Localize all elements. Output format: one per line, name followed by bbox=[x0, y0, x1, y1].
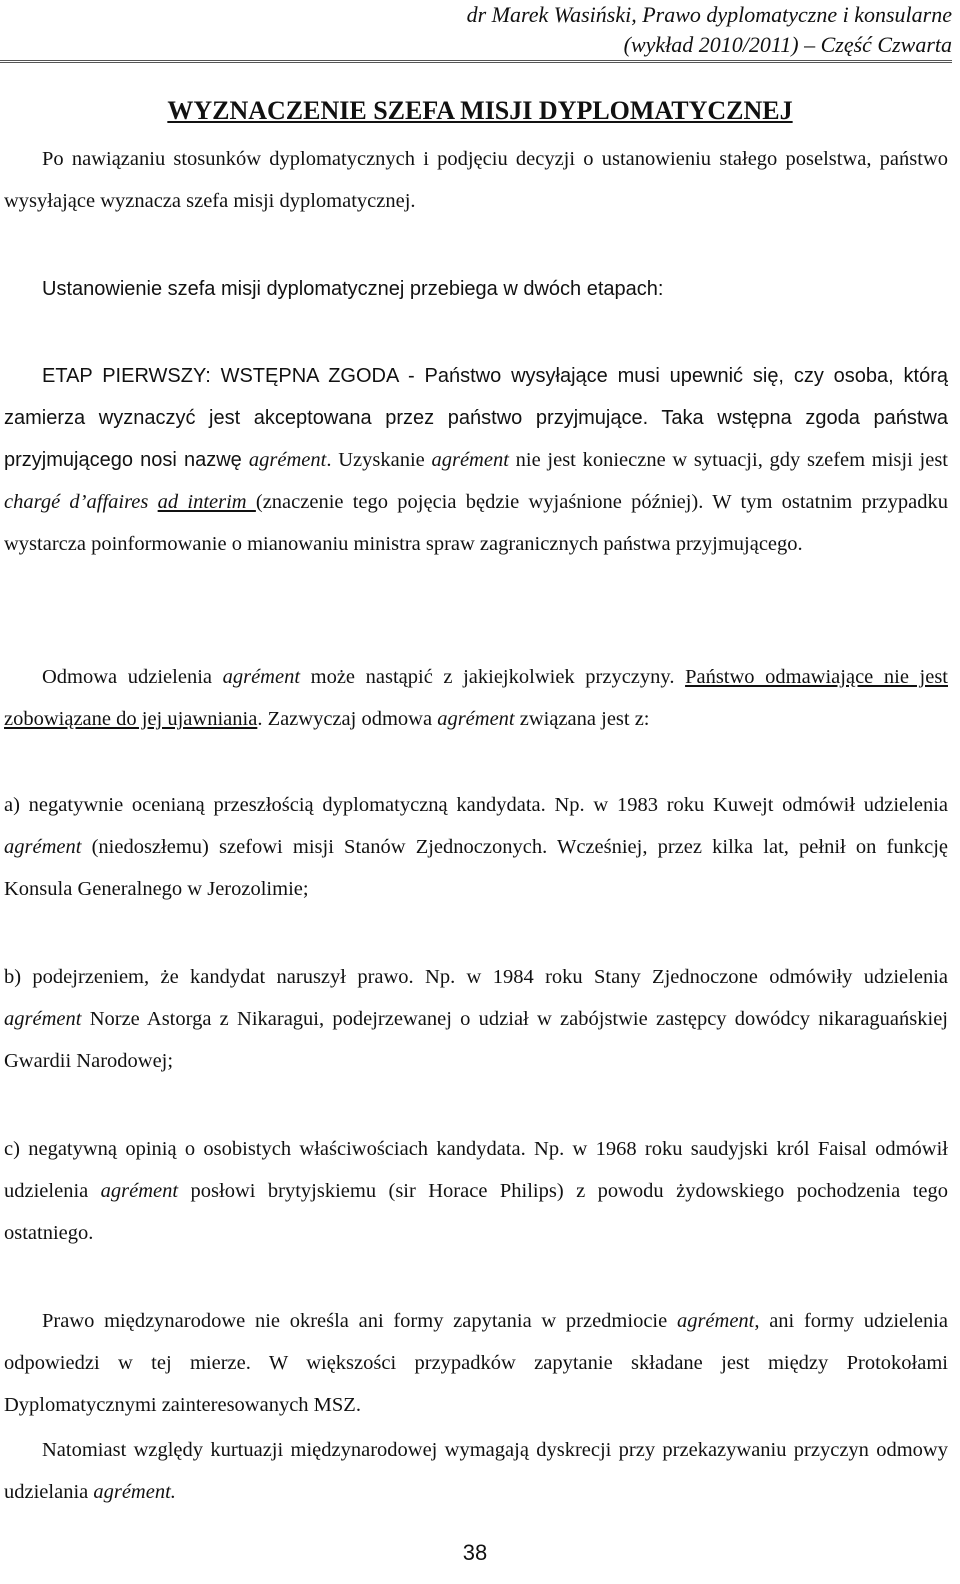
paragraph-reason-c bbox=[4, 1128, 948, 1254]
p9-term-1: agrément. bbox=[93, 1481, 176, 1503]
p7-text-a: c) negatywną opinią o osobistych właściwościach kandydata. Np. w 1968 roku saudyjski król Faisal odmówił udzielenia bbox=[4, 1138, 948, 1202]
p3-term-2: agrément bbox=[431, 449, 509, 471]
p9-text-a: Natomiast względy kurtuazji międzynarodowej wymagają dyskrecji przy przekazywaniu przyczyn odmowy udzielania bbox=[4, 1439, 948, 1503]
p5-text-b: (niedoszłemu) szefowi misji Stanów Zjednoczonych. Wcześniej, przez kilka lat, pełnił on funkcję Konsula Generalnego w Jerozolimie; bbox=[4, 836, 948, 900]
p4-text-a: Odmowa udzielenia bbox=[42, 666, 223, 688]
p6-text-b: Norze Astorga z Nikaragui, podejrzewanej o udział w zabójstwie zastępcy dowódcy nikaraguańskiej Gwardii Narodowej; bbox=[4, 1008, 948, 1072]
p6-text-a: b) podejrzeniem, że kandydat naruszył prawo. Np. w 1984 roku Stany Zjednoczone odmówiły udzielenia bbox=[4, 966, 948, 988]
p3-text-e: (znaczenie tego pojęcia będzie wyjaśnione później). W tym ostatnim przypadku wystarcza poinformowanie o mianowaniu ministra spraw zagranicznych państwa przyjmującego. bbox=[4, 491, 949, 555]
p4-text-b: może nastąpić z jakiejkolwiek przyczyny. bbox=[300, 666, 686, 688]
p4-text-d: związana jest z: bbox=[514, 708, 650, 730]
p8-text-b: , ani formy udzielenia odpowiedzi w tej mierze. W większości przypadków zapytanie składane jest między Protokołami Dyplomatycznymi zainteresowanych MSZ. bbox=[4, 1310, 948, 1416]
p4-text-c: . Zazwyczaj odmowa bbox=[257, 708, 438, 730]
p7-term-1: agrément bbox=[100, 1180, 179, 1202]
paragraph-reason-a bbox=[4, 784, 948, 910]
p6-term-1: agrément bbox=[4, 1008, 82, 1030]
section-title: WYZNACZENIE SZEFA MISJI DYPLOMATYCZNEJ bbox=[167, 96, 793, 125]
p7-text-b: posłowi brytyjskiemu (sir Horace Philips) z powodu żydowskiego pochodzenia tego ostatniego. bbox=[4, 1180, 949, 1244]
p3-text-a: ETAP PIERWSZY: WSTĘPNA ZGODA - Państwo wysyłające musi upewnić się, czy osoba, którą zamierza wyznaczyć jest akceptowana przez państwo przyjmujące. Taka wstępna zgoda państwa przyjmującego nosi nazwę bbox=[4, 365, 948, 471]
p3-underlined-term: ad interim bbox=[157, 491, 256, 513]
p8-text-a: Prawo międzynarodowe nie określa ani formy zapytania w przedmiocie bbox=[42, 1310, 677, 1332]
p8-term-1: agrément bbox=[676, 1310, 755, 1332]
p3-text-d bbox=[148, 491, 157, 513]
page-number: 38 bbox=[462, 1540, 488, 1565]
p5-text-a: a) negatywnie ocenianą przeszłością dyplomatyczną kandydata. Np. w 1983 roku Kuwejt odmówił udzielenia bbox=[4, 794, 948, 816]
paragraph-refusal bbox=[4, 656, 948, 740]
paragraph-intro: Po nawiązaniu stosunków dyplomatycznych i podjęciu decyzji o ustanowieniu stałego poselstwa, państwo wysyłające wyznacza szefa misji dyplomatycznej. bbox=[4, 148, 948, 212]
paragraph-reason-b bbox=[4, 956, 948, 1082]
paragraph-international-law bbox=[4, 1300, 948, 1426]
p3-term-3: chargé d’affaires bbox=[4, 491, 149, 513]
p3-text-b: . Uzyskanie bbox=[326, 449, 432, 471]
running-header bbox=[0, 0, 952, 63]
p4-term-1: agrément bbox=[222, 666, 301, 688]
p3-text-c: nie jest konieczne w sytuacji, gdy szefem misji jest bbox=[508, 449, 948, 471]
p4-term-2: agrément bbox=[437, 708, 515, 730]
paragraph-courtesy bbox=[4, 1429, 948, 1513]
paragraph-stage-one bbox=[4, 355, 948, 565]
header-line-1: dr Marek Wasiński, Prawo dyplomatyczne i konsularne bbox=[466, 2, 952, 27]
header-line-2: (wykład 2010/2011) – Część Czwarta bbox=[623, 32, 952, 57]
p4-underlined-text: Państwo odmawiające nie jest zobowiązane do jej ujawniania bbox=[4, 666, 948, 730]
paragraph-stages: Ustanowienie szefa misji dyplomatycznej przebiega w dwóch etapach: bbox=[42, 278, 664, 300]
p3-term-1: agrément bbox=[248, 449, 327, 471]
p5-term-1: agrément bbox=[4, 836, 82, 858]
